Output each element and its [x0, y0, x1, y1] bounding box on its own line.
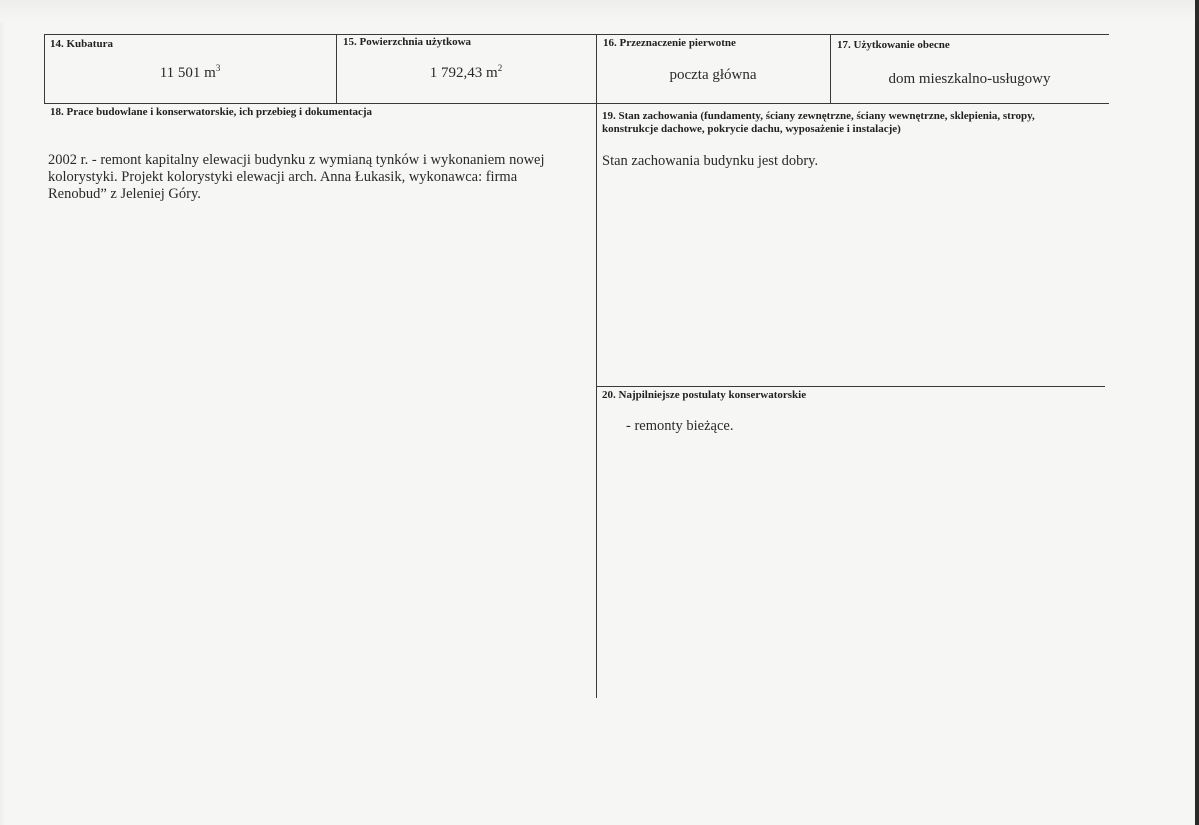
uzytkowanie-label: 17. Użytkowanie obecne [837, 39, 950, 51]
kubatura-label: 14. Kubatura [50, 38, 113, 50]
kubatura-number: 11 501 m [159, 65, 216, 81]
kubatura-value [44, 64, 336, 82]
przeznaczenie-label: 16. Przeznaczenie pierwotne [603, 37, 736, 49]
stan-text: Stan zachowania budynku jest dobry. [602, 153, 819, 169]
prace-label: 18. Prace budowlane i konserwatorskie, ich przebieg i dokumentacja [50, 106, 373, 118]
prace-text: 2002 r. - remont kapitalny elewacji budynku z wymianą tynków i wykonaniem nowej kolorystyki. Projekt kolorystyki elewacji arch. Anna Łukasik, wykonawca: firma Renobud” z Jeleniej Góry. [48, 152, 545, 202]
postulaty-label: 20. Najpilniejsze postulaty konserwatorskie [602, 389, 807, 401]
postulaty-text: - remonty bieżące. [626, 418, 734, 434]
powierzchnia-value [336, 64, 596, 82]
kubatura-unit-exponent: 3 [215, 63, 221, 73]
grid-line-col3 [596, 34, 597, 698]
powierzchnia-label: 15. Powierzchnia użytkowa [343, 36, 472, 48]
grid-line-row2 [44, 103, 1109, 104]
powierzchnia-unit-exponent: 2 [497, 63, 503, 73]
scan-top-strip [0, 0, 1199, 22]
uzytkowanie-value: dom mieszkalno-usługowy [888, 71, 1051, 87]
stan-label: 19. Stan zachowania (fundamenty, ściany zewnętrzne, ściany wewnętrzne, sklepienia, stropy, konstrukcje dachowe, pokrycie dachu, wyposażenie i instalacje) [602, 110, 1035, 135]
scan-right-edge [1195, 0, 1199, 825]
grid-line-col4 [830, 34, 831, 104]
grid-line-row3 [596, 386, 1105, 387]
grid-line-top [44, 34, 1109, 35]
powierzchnia-number: 1 792,43 m [429, 65, 498, 81]
przeznaczenie-value: poczta główna [669, 67, 757, 83]
